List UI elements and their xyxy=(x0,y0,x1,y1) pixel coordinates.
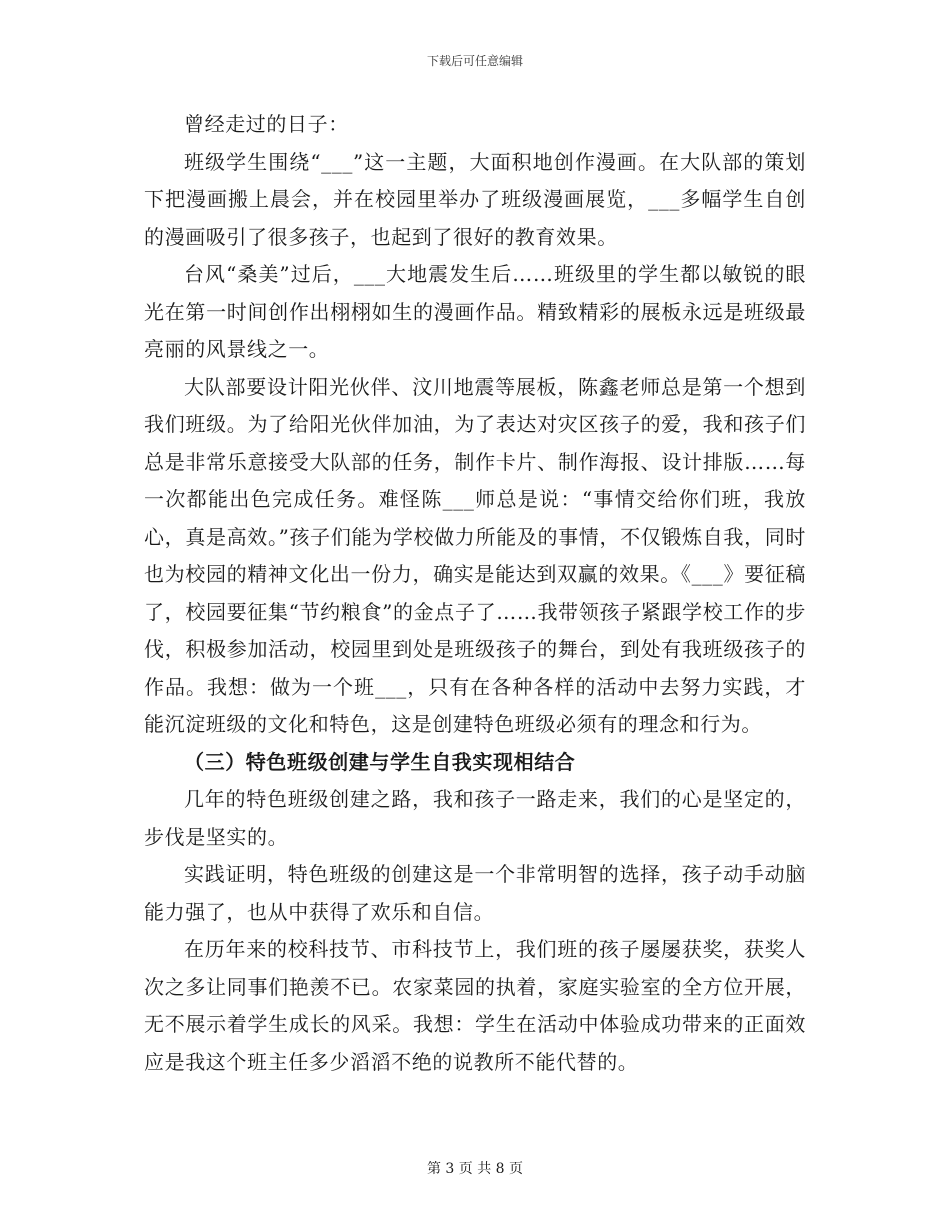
paragraph-typhoon: 台风“桑美”过后，___大地震发生后……班级里的学生都以敏锐的眼光在第一时间创作出栩栩如生的漫画作品。精致精彩的展板永远是班级最亮丽的风景线之一。 xyxy=(144,262,806,361)
document-body xyxy=(144,106,806,1081)
page-header-note: 下载后可任意编辑 xyxy=(426,54,523,68)
paragraph-intro: 曾经走过的日子： xyxy=(184,112,349,136)
paragraph-journey: 几年的特色班级创建之路，我和孩子一路走来，我们的心是坚定的，步伐是坚实的。 xyxy=(144,787,806,849)
paragraph-comic-theme: 班级学生围绕“___”这一主题，大面积地创作漫画。在大队部的策划下把漫画搬上晨会，并在校园里举办了班级漫画展览，___多幅学生自创的漫画吸引了很多孩子，也起到了很好的教育效果。 xyxy=(144,149,806,249)
paragraph-awards: 在历年来的校科技节、市科技节上，我们班的孩子屡屡获奖，获奖人次之多让同事们艳羡不已。农家菜园的执着，家庭实验室的全方位开展，无不展示着学生成长的风采。我想：学生在活动中体验成功带来的正面效应是我这个班主任多少滔滔不绝的说教所不能代替的。 xyxy=(144,937,806,1074)
section-heading: （三）特色班级创建与学生自我实现相结合 xyxy=(184,749,576,774)
paragraph-practice: 实践证明，特色班级的创建这是一个非常明智的选择，孩子动手动脑能力强了，也从中获得了欢乐和自信。 xyxy=(144,862,806,924)
page-indicator: 第 3 页 共 8 页 xyxy=(426,1161,524,1177)
paragraph-display-boards: 大队部要设计阳光伙伴、汶川地震等展板，陈鑫老师总是第一个想到我们班级。为了给阳光伙伴加油，为了表达对灾区孩子的爱，我和孩子们总是非常乐意接受大队部的任务，制作卡片、制作海报、设计排版……每一次都能出色完成任务。难怪陈___师总是说：“事情交给你们班，我放心，真是高效。”孩子们能为学校做力所能及的事情，不仅锻炼自我，同时也为校园的精神文化出一份力，确实是能达到双赢的效果。《___》要征稿了，校园要征集“节约粮食”的金点子了……我带领孩子紧跟学校工作的步伐，积极参加活动，校园里到处是班级孩子的舞台，到处有我班级孩子的作品。我想：做为一个班___，只有在各种各样的活动中去努力实践，才能沉淀班级的文化和特色，这是创建特色班级必须有的理念和行为。 xyxy=(144,374,806,736)
